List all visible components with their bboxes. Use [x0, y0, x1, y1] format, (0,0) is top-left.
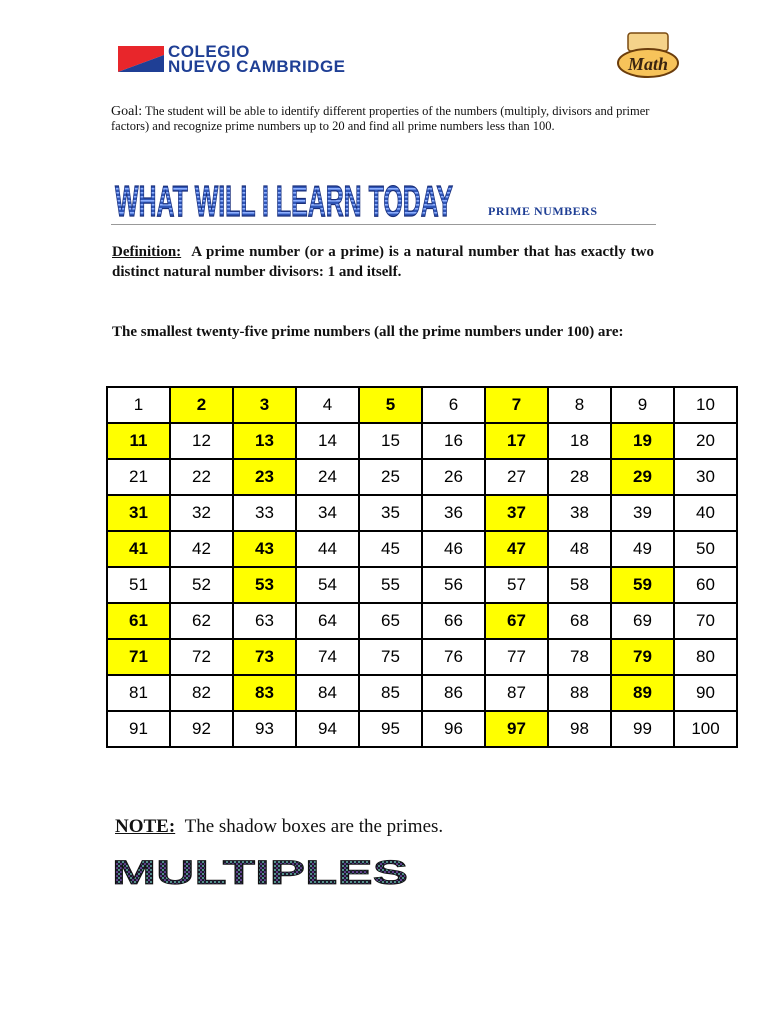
number-cell: 74	[296, 639, 359, 675]
number-cell: 21	[107, 459, 170, 495]
number-cell: 94	[296, 711, 359, 747]
number-cell: 8	[548, 387, 611, 423]
number-cell: 15	[359, 423, 422, 459]
school-logo-text	[168, 44, 346, 74]
prime-cell: 61	[107, 603, 170, 639]
number-cell: 20	[674, 423, 737, 459]
divider	[111, 224, 656, 225]
prime-cell: 37	[485, 495, 548, 531]
number-cell: 24	[296, 459, 359, 495]
grid-row	[107, 639, 737, 675]
number-cell: 100	[674, 711, 737, 747]
multiples-wordart	[110, 853, 410, 889]
number-cell: 56	[422, 567, 485, 603]
number-cell: 96	[422, 711, 485, 747]
grid-row	[107, 603, 737, 639]
number-cell: 46	[422, 531, 485, 567]
wordart-text: WHAT WILL I LEARN TODAY	[115, 177, 453, 224]
number-cell: 6	[422, 387, 485, 423]
prime-cell: 19	[611, 423, 674, 459]
prime-cell: 3	[233, 387, 296, 423]
number-cell: 55	[359, 567, 422, 603]
number-cell: 12	[170, 423, 233, 459]
number-cell: 39	[611, 495, 674, 531]
prime-cell: 71	[107, 639, 170, 675]
number-cell: 98	[548, 711, 611, 747]
number-cell: 50	[674, 531, 737, 567]
number-cell: 90	[674, 675, 737, 711]
prime-cell: 31	[107, 495, 170, 531]
number-cell: 58	[548, 567, 611, 603]
grid-row	[107, 675, 737, 711]
number-cell: 36	[422, 495, 485, 531]
number-cell: 99	[611, 711, 674, 747]
number-cell: 60	[674, 567, 737, 603]
number-cell: 77	[485, 639, 548, 675]
number-cell: 91	[107, 711, 170, 747]
number-cell: 51	[107, 567, 170, 603]
prime-cell: 53	[233, 567, 296, 603]
number-cell: 92	[170, 711, 233, 747]
goal-paragraph	[111, 104, 656, 134]
grid-row	[107, 459, 737, 495]
prime-cell: 97	[485, 711, 548, 747]
prime-cell: 13	[233, 423, 296, 459]
prime-cell: 29	[611, 459, 674, 495]
number-cell: 86	[422, 675, 485, 711]
number-cell: 65	[359, 603, 422, 639]
prime-cell: 7	[485, 387, 548, 423]
logo-line-1: COLEGIO	[168, 42, 250, 61]
number-cell: 88	[548, 675, 611, 711]
prime-cell: 43	[233, 531, 296, 567]
number-cell: 32	[170, 495, 233, 531]
number-cell: 38	[548, 495, 611, 531]
prime-cell: 59	[611, 567, 674, 603]
number-cell: 93	[233, 711, 296, 747]
prime-cell: 41	[107, 531, 170, 567]
math-badge-text: Math	[627, 54, 669, 74]
prime-cell: 47	[485, 531, 548, 567]
definition-label: Definition:	[112, 244, 182, 260]
note-text: The shadow boxes are the primes.	[184, 816, 444, 837]
number-cell: 44	[296, 531, 359, 567]
number-cell: 14	[296, 423, 359, 459]
number-cell: 16	[422, 423, 485, 459]
prime-cell: 83	[233, 675, 296, 711]
grid-row	[107, 495, 737, 531]
school-logo-mark-icon	[118, 46, 164, 72]
number-cell: 22	[170, 459, 233, 495]
number-cell: 78	[548, 639, 611, 675]
number-cell: 4	[296, 387, 359, 423]
number-cell: 85	[359, 675, 422, 711]
goal-label: Goal:	[111, 104, 143, 119]
grid-row	[107, 423, 737, 459]
grid-row	[107, 531, 737, 567]
number-cell: 34	[296, 495, 359, 531]
number-cell: 1	[107, 387, 170, 423]
number-cell: 95	[359, 711, 422, 747]
prime-cell: 73	[233, 639, 296, 675]
number-cell: 63	[233, 603, 296, 639]
prime-cell: 17	[485, 423, 548, 459]
number-cell: 52	[170, 567, 233, 603]
number-cell: 9	[611, 387, 674, 423]
number-cell: 82	[170, 675, 233, 711]
number-cell: 64	[296, 603, 359, 639]
number-cell: 69	[611, 603, 674, 639]
prime-cell: 67	[485, 603, 548, 639]
number-cell: 76	[422, 639, 485, 675]
logo-line-2: NUEVO CAMBRIDGE	[168, 57, 346, 76]
number-cell: 80	[674, 639, 737, 675]
number-cell: 81	[107, 675, 170, 711]
what-will-i-learn-today-wordart	[112, 168, 457, 224]
intro-paragraph: The smallest twenty-five prime numbers (all the prime numbers under 100) are:	[112, 324, 624, 340]
definition-text: A prime number (or a prime) is a natural number that has exactly two distinct natural number divisors: 1 and itself.	[112, 244, 654, 280]
prime-cell: 11	[107, 423, 170, 459]
number-cell: 62	[170, 603, 233, 639]
definition-paragraph	[112, 242, 654, 282]
prime-cell: 2	[170, 387, 233, 423]
number-cell: 57	[485, 567, 548, 603]
number-cell: 48	[548, 531, 611, 567]
number-cell: 72	[170, 639, 233, 675]
number-cell: 27	[485, 459, 548, 495]
number-cell: 25	[359, 459, 422, 495]
number-cell: 35	[359, 495, 422, 531]
note-label: NOTE:	[115, 816, 176, 837]
number-cell: 42	[170, 531, 233, 567]
grid-row	[107, 567, 737, 603]
number-cell: 33	[233, 495, 296, 531]
number-cell: 26	[422, 459, 485, 495]
number-cell: 40	[674, 495, 737, 531]
prime-cell: 79	[611, 639, 674, 675]
number-cell: 84	[296, 675, 359, 711]
note-paragraph	[115, 816, 443, 838]
grid-row	[107, 711, 737, 747]
number-cell: 54	[296, 567, 359, 603]
number-cell: 45	[359, 531, 422, 567]
prime-cell: 89	[611, 675, 674, 711]
number-cell: 68	[548, 603, 611, 639]
number-cell: 75	[359, 639, 422, 675]
topic-heading: PRIME NUMBERS	[488, 204, 598, 218]
number-cell: 70	[674, 603, 737, 639]
math-badge-icon	[608, 30, 688, 80]
number-cell: 30	[674, 459, 737, 495]
number-cell: 87	[485, 675, 548, 711]
number-cell: 18	[548, 423, 611, 459]
goal-text: The student will be able to identify different properties of the numbers (multiply, divisors and primer factors) and recognize prime numbers up to 20 and find all prime numbers less than 100.	[111, 104, 650, 133]
prime-cell: 23	[233, 459, 296, 495]
number-cell: 28	[548, 459, 611, 495]
number-cell: 10	[674, 387, 737, 423]
prime-cell: 5	[359, 387, 422, 423]
grid-row	[107, 387, 737, 423]
hundred-chart-table	[106, 386, 738, 748]
number-cell: 49	[611, 531, 674, 567]
number-cell: 66	[422, 603, 485, 639]
multiples-wordart-text: MULTIPLES	[112, 854, 408, 889]
